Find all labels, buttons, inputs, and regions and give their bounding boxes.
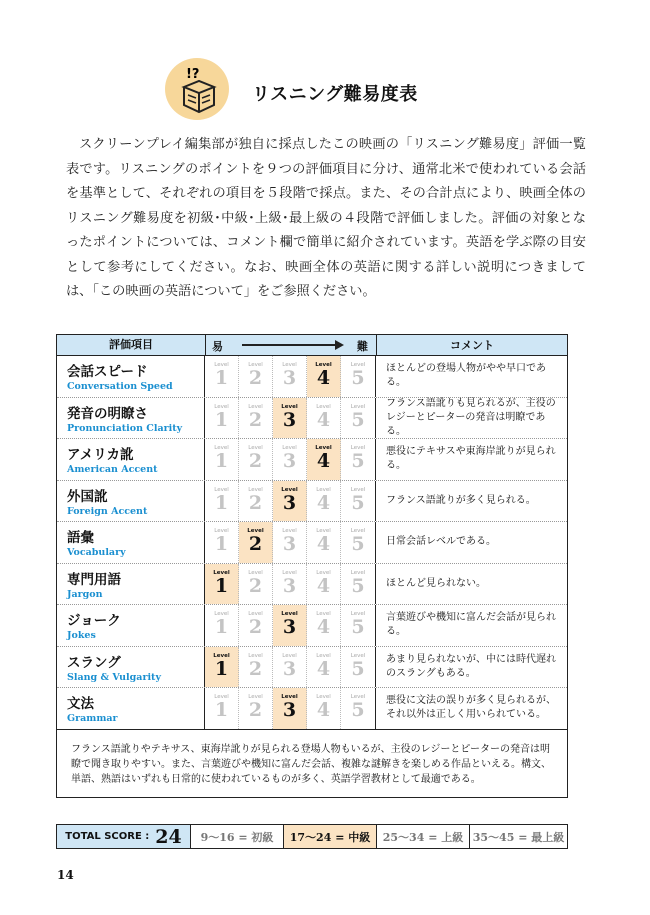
level-number: 5 — [351, 699, 365, 721]
level-number: 3 — [282, 574, 297, 597]
level-caption: Level — [214, 528, 229, 534]
level-5-cell — [341, 688, 375, 729]
level-caption: Level — [213, 569, 230, 576]
item-comment-text: ほとんどの登場人物がやや早口である。 — [386, 363, 546, 389]
item-name — [57, 564, 205, 605]
level-caption: Level — [214, 362, 229, 368]
item-comment — [376, 564, 567, 605]
level-5-cell — [341, 356, 375, 397]
header-comment: コメント — [450, 339, 494, 352]
level-number: 1 — [214, 491, 229, 514]
level-number: 4 — [316, 408, 331, 431]
level-caption: Level — [214, 611, 229, 617]
level-4-cell — [307, 439, 341, 480]
range-advanced: 25～34 = 上級 — [377, 825, 470, 848]
level-number: 3 — [282, 616, 297, 638]
level-4-cell — [307, 356, 341, 397]
item-comment-text: 言葉遊びや機知に富んだ会話が見られる。 — [386, 612, 556, 638]
level-scale — [205, 647, 376, 688]
level-caption: Level — [350, 694, 366, 700]
total-score-bar — [56, 824, 568, 849]
level-caption: Level — [350, 652, 366, 659]
item-name-en: Grammar — [67, 713, 118, 724]
level-scale — [205, 522, 376, 563]
level-3-cell — [273, 605, 307, 646]
item-name-en: Foreign Accent — [67, 505, 148, 517]
item-comment — [376, 481, 567, 522]
item-comment — [376, 605, 567, 646]
item-name-en: American Accent — [67, 464, 158, 475]
total-score-value: 24 — [155, 825, 182, 848]
level-5-cell — [341, 605, 375, 646]
item-comment — [376, 439, 567, 480]
item-comment-text: 日常会話レベルである。 — [386, 536, 496, 548]
level-4-cell — [307, 564, 341, 605]
level-number: 5 — [351, 408, 365, 431]
svg-text:!?: !? — [186, 67, 200, 82]
item-name — [57, 522, 205, 563]
level-caption: Level — [315, 362, 332, 368]
header-item: 評価項目 — [57, 335, 206, 355]
item-name-jp: スラング — [67, 654, 121, 671]
intro-text — [66, 133, 586, 305]
level-number: 4 — [316, 491, 331, 514]
header-hard: 難 — [357, 340, 368, 353]
level-caption: Level — [281, 403, 298, 410]
level-1-cell — [205, 522, 239, 563]
item-name — [57, 481, 205, 522]
level-number: 2 — [248, 616, 263, 638]
level-caption: Level — [248, 486, 263, 493]
item-comment-text: 悪役に文法の誤りが多く見られるが、それ以外は正しく用いられている。 — [386, 695, 556, 721]
page-header — [150, 58, 418, 120]
item-name-jp: 外国訛 — [67, 488, 108, 505]
level-caption: Level — [350, 362, 366, 368]
level-number: 2 — [248, 367, 263, 389]
level-caption: Level — [350, 528, 366, 534]
level-4-cell — [307, 398, 341, 439]
level-caption: Level — [248, 611, 263, 617]
level-number: 2 — [248, 491, 263, 514]
level-1-cell — [205, 439, 239, 480]
level-caption: Level — [315, 445, 332, 451]
level-number: 1 — [214, 533, 229, 555]
item-name — [57, 688, 205, 729]
item-name — [57, 356, 205, 397]
level-scale — [205, 564, 376, 605]
item-comment — [376, 647, 567, 688]
level-1-cell — [205, 564, 239, 605]
level-number: 5 — [351, 616, 365, 638]
level-4-cell — [307, 688, 341, 729]
level-caption: Level — [214, 445, 229, 451]
level-number: 1 — [214, 574, 229, 597]
level-number: 3 — [282, 533, 297, 555]
level-number: 5 — [351, 367, 365, 389]
item-name-jp: 語彙 — [67, 530, 94, 546]
item-comment-text: フランス語訛りも見られるが、主役のレジーとピーターの発音は明瞭である。 — [386, 397, 556, 437]
level-number: 5 — [351, 533, 365, 555]
level-number: 2 — [248, 699, 263, 721]
range-intermediate: 17～24 = 中級 — [284, 825, 377, 848]
level-1-cell — [205, 605, 239, 646]
level-caption: Level — [316, 486, 331, 493]
item-comment — [376, 522, 567, 563]
table-body — [57, 356, 567, 730]
item-comment — [376, 356, 567, 397]
level-3-cell — [273, 647, 307, 688]
level-caption: Level — [316, 694, 331, 700]
level-number: 1 — [214, 657, 229, 680]
item-name-jp: 文法 — [67, 696, 94, 712]
level-3-cell — [273, 564, 307, 605]
level-2-cell — [239, 522, 273, 563]
summary-text: フランス語訛りやテキサス、東海岸訛りが見られる登場人物もいるが、主役のレジーとピーターの発音は明瞭で聞き取りやすい。また、言葉遊びや機知に富んだ会話、複雑な謎解きを楽しめる作品といえる。構文、単語、熟語はいずれも日常的に使われているものが多く、英語学習教材として最適である。 — [71, 743, 551, 785]
table-row — [57, 564, 567, 606]
level-number: 4 — [316, 657, 331, 680]
level-caption: Level — [282, 445, 297, 451]
level-number: 3 — [282, 699, 297, 721]
level-number: 5 — [351, 450, 365, 472]
page-number: 14 — [57, 868, 74, 882]
level-4-cell — [307, 522, 341, 563]
level-number: 2 — [248, 408, 263, 431]
table-row — [57, 398, 567, 440]
level-caption: Level — [350, 486, 366, 493]
level-2-cell — [239, 647, 273, 688]
level-number: 2 — [248, 657, 263, 680]
total-score-label: TOTAL SCORE : — [65, 831, 150, 842]
level-caption: Level — [248, 362, 263, 368]
level-number: 2 — [248, 533, 263, 555]
level-caption: Level — [214, 403, 229, 410]
level-1-cell — [205, 398, 239, 439]
table-row — [57, 439, 567, 481]
level-caption: Level — [248, 694, 263, 700]
level-2-cell — [239, 564, 273, 605]
item-comment — [376, 398, 567, 439]
table-row — [57, 688, 567, 730]
level-caption: Level — [350, 611, 366, 617]
level-caption: Level — [316, 652, 331, 659]
level-caption: Level — [282, 362, 297, 368]
level-caption: Level — [214, 694, 229, 700]
level-caption: Level — [316, 403, 331, 410]
level-number: 1 — [214, 408, 229, 431]
level-caption: Level — [213, 652, 230, 659]
level-3-cell — [273, 356, 307, 397]
level-caption: Level — [248, 445, 263, 451]
level-4-cell — [307, 647, 341, 688]
level-number: 1 — [214, 450, 229, 472]
level-1-cell — [205, 356, 239, 397]
level-2-cell — [239, 439, 273, 480]
total-score — [57, 825, 191, 848]
level-caption: Level — [282, 652, 297, 659]
level-caption: Level — [350, 569, 366, 576]
range-expert: 35～45 = 最上級 — [472, 830, 565, 844]
item-name-jp: 発音の明瞭さ — [67, 405, 148, 422]
level-number: 4 — [316, 450, 331, 472]
level-number: 1 — [214, 699, 229, 721]
level-1-cell — [205, 688, 239, 729]
item-name-en: Conversation Speed — [67, 381, 173, 392]
level-number: 5 — [351, 491, 365, 514]
item-comment-text: 悪役にテキサスや東海岸訛りが見られる。 — [386, 446, 556, 472]
level-caption: Level — [247, 528, 264, 534]
level-number: 4 — [316, 699, 331, 721]
level-2-cell — [239, 398, 273, 439]
item-name — [57, 605, 205, 646]
item-name-jp: 会話スピード — [67, 364, 148, 380]
item-name — [57, 647, 205, 688]
level-number: 4 — [316, 533, 331, 555]
item-name-jp: ジョーク — [67, 613, 121, 629]
level-5-cell — [341, 398, 375, 439]
header-scale — [206, 335, 377, 355]
item-comment-text: あまり見られないが、中には時代遅れのスラングもある。 — [386, 653, 556, 679]
level-number: 2 — [248, 450, 263, 472]
right-arrow-icon — [242, 344, 342, 346]
level-scale — [205, 439, 376, 480]
item-name-en: Jargon — [67, 588, 103, 600]
level-caption: Level — [350, 445, 366, 451]
level-caption: Level — [248, 652, 263, 659]
table-row — [57, 522, 567, 564]
level-3-cell — [273, 481, 307, 522]
range-beginner: 9～16 = 初級 — [191, 825, 284, 848]
level-caption: Level — [281, 694, 298, 700]
level-caption: Level — [282, 569, 297, 576]
level-3-cell — [273, 398, 307, 439]
item-name-en: Jokes — [67, 630, 96, 641]
level-2-cell — [239, 481, 273, 522]
level-5-cell — [341, 522, 375, 563]
item-name — [57, 439, 205, 480]
item-comment-text: ほとんど見られない。 — [386, 577, 486, 589]
table-row — [57, 356, 567, 398]
level-number: 1 — [214, 367, 229, 389]
level-number: 3 — [282, 367, 297, 389]
level-scale — [205, 398, 376, 439]
item-name — [57, 398, 205, 439]
level-scale — [205, 356, 376, 397]
level-number: 5 — [351, 657, 365, 680]
level-scale — [205, 605, 376, 646]
item-name-jp: アメリカ訛 — [67, 447, 134, 463]
item-name-jp: 専門用語 — [67, 571, 121, 588]
intro-paragraph: スクリーンプレイ編集部が独自に採点したこの映画の「リスニング難易度」評価一覧表です。リスニングのポイントを９つの評価項目に分け、通常北米で使われている会話を基準として、それぞれの項目を５段階で採点。また、その合計点により、映画全体のリスニング難易度を初級･中級･上級･最上級の４段階で評価しました。評価の対象となったポイントについては、コメント欄で簡単に紹介されています。英語を学ぶ際の目安として参考にしてください。なお、映画全体の英語に関する詳しい説明につきましては、「この映画の英語について」をご参照ください。 — [66, 137, 586, 299]
level-caption: Level — [248, 403, 263, 410]
level-3-cell — [273, 688, 307, 729]
level-2-cell — [239, 688, 273, 729]
item-comment-text: フランス語訛りが多く見られる。 — [386, 494, 536, 506]
level-3-cell — [273, 522, 307, 563]
level-number: 3 — [282, 450, 297, 472]
level-number: 4 — [316, 616, 331, 638]
table-row — [57, 481, 567, 523]
level-number: 3 — [282, 657, 297, 680]
table-header — [57, 335, 567, 356]
level-number: 5 — [351, 574, 365, 597]
level-number: 3 — [282, 491, 297, 514]
level-4-cell — [307, 605, 341, 646]
level-number: 4 — [316, 574, 331, 597]
level-5-cell — [341, 564, 375, 605]
level-1-cell — [205, 481, 239, 522]
level-2-cell — [239, 605, 273, 646]
level-caption: Level — [282, 528, 297, 534]
level-scale — [205, 688, 376, 729]
level-number: 3 — [282, 408, 297, 431]
level-3-cell — [273, 439, 307, 480]
level-caption: Level — [316, 528, 331, 534]
level-5-cell — [341, 481, 375, 522]
level-caption: Level — [214, 486, 229, 493]
level-caption: Level — [281, 486, 298, 493]
level-caption: Level — [316, 569, 331, 576]
level-number: 2 — [248, 574, 263, 597]
level-number: 1 — [214, 616, 229, 638]
item-name-en: Slang & Vulgarity — [67, 671, 161, 683]
level-caption: Level — [281, 611, 298, 617]
question-box-icon — [180, 65, 218, 115]
difficulty-table — [56, 334, 568, 798]
level-1-cell — [205, 647, 239, 688]
level-number: 4 — [316, 367, 331, 389]
level-4-cell — [307, 481, 341, 522]
table-row — [57, 647, 567, 689]
page-title: リスニング難易度表 — [252, 84, 418, 105]
level-scale — [205, 481, 376, 522]
level-caption: Level — [248, 569, 263, 576]
level-5-cell — [341, 439, 375, 480]
level-2-cell — [239, 356, 273, 397]
level-5-cell — [341, 647, 375, 688]
level-caption: Level — [316, 611, 331, 617]
item-comment — [376, 688, 567, 729]
header-easy: 易 — [212, 340, 223, 353]
level-caption: Level — [350, 403, 366, 410]
item-name-en: Pronunciation Clarity — [67, 422, 183, 434]
item-name-en: Vocabulary — [67, 547, 126, 558]
table-row — [57, 605, 567, 647]
